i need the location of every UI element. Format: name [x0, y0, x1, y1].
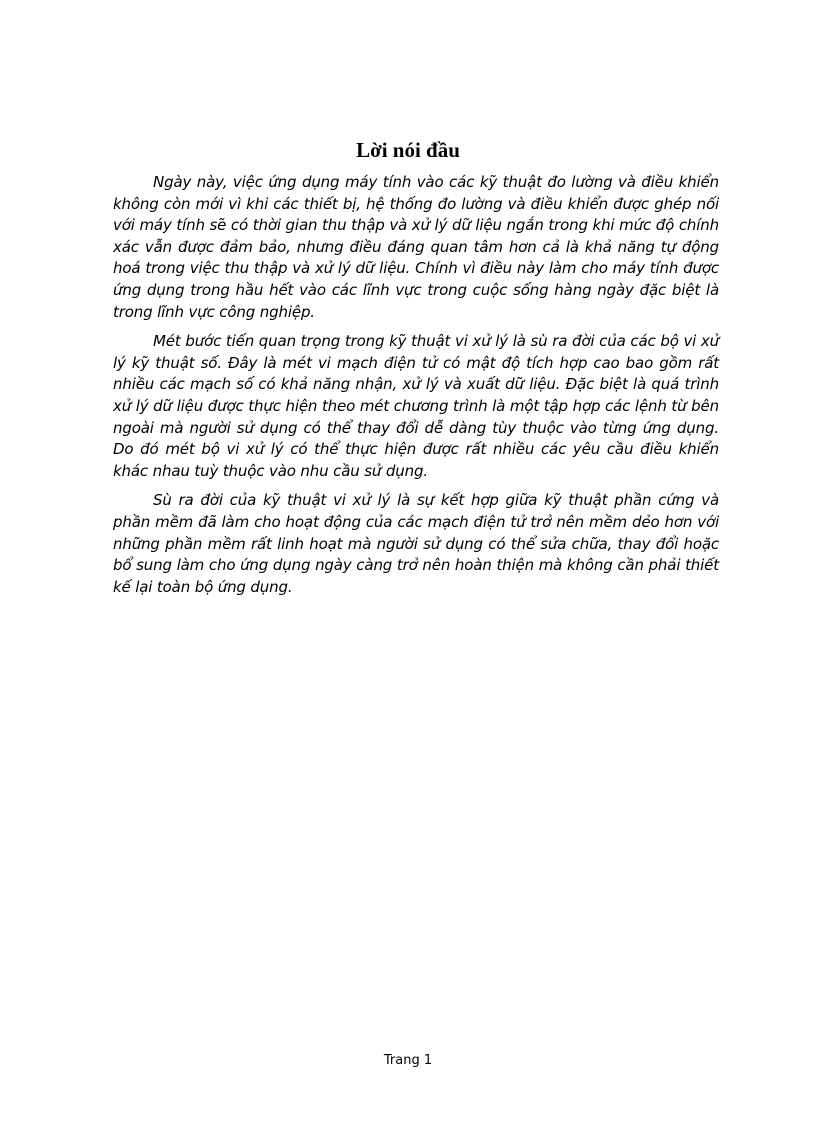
- document-body: [113, 172, 719, 606]
- paragraph-2: Mét bước tiến quan trọng trong kỹ thuật vi xử lý là sù ra đời của các bộ vi xử lý kỹ thuật số. Đây là mét vi mạch điện tử có mật độ tích hợp cao bao gồm rất nhiều các mạch số có khả năng nhận, xử lý và xuất dữ liệu. Đặc biệt là quá trình xử lý dữ liệu được thực hiện theo mét chương trình là một tập hợp các lệnh từ bên ngoài mà người sử dụng có thể thay đổi dễ dàng tùy thuộc vào từng ứng dụng. Do đó mét bộ vi xử lý có thể thực hiện được rất nhiều các yêu cầu điều khiển khác nhau tuỳ thuộc vào nhu cầu sử dụng.: [113, 332, 719, 480]
- page-title: Lời nói đầu: [356, 138, 460, 162]
- paragraph-3: Sù ra đời của kỹ thuật vi xử lý là sự kết hợp giữa kỹ thuật phần cứng và phần mềm đã làm cho hoạt động của các mạch điện tử trở nên mềm dẻo hơn với những phần mềm rất linh hoạt mà người sử dụng có thể sửa chữa, thay đổi hoặc bổ sung làm cho ứng dụng ngày càng trở nên hoàn thiện mà không cần phải thiết kế lại toàn bộ ứng dụng.: [113, 491, 719, 596]
- paragraph-1: Ngày này, việc ứng dụng máy tính vào các kỹ thuật đo lường và điều khiển không còn mới vì khi các thiết bị, hệ thống đo lường và điều khiển được ghép nối với máy tính sẽ có thời gian thu thập và xử lý dữ liệu ngắn trong khi mức độ chính xác vẫn được đảm bảo, nhưng điều đáng quan tâm hơn cả là khả năng tự động hoá trong việc thu thập và xử lý dữ liệu. Chính vì điều này làm cho máy tính được ứng dụng trong hầu hết vào các lĩnh vực trong cuộc sống hàng ngày đặc biệt là trong lĩnh vực công nghiệp.: [113, 173, 719, 321]
- page-number-footer: Trang 1: [383, 1053, 433, 1068]
